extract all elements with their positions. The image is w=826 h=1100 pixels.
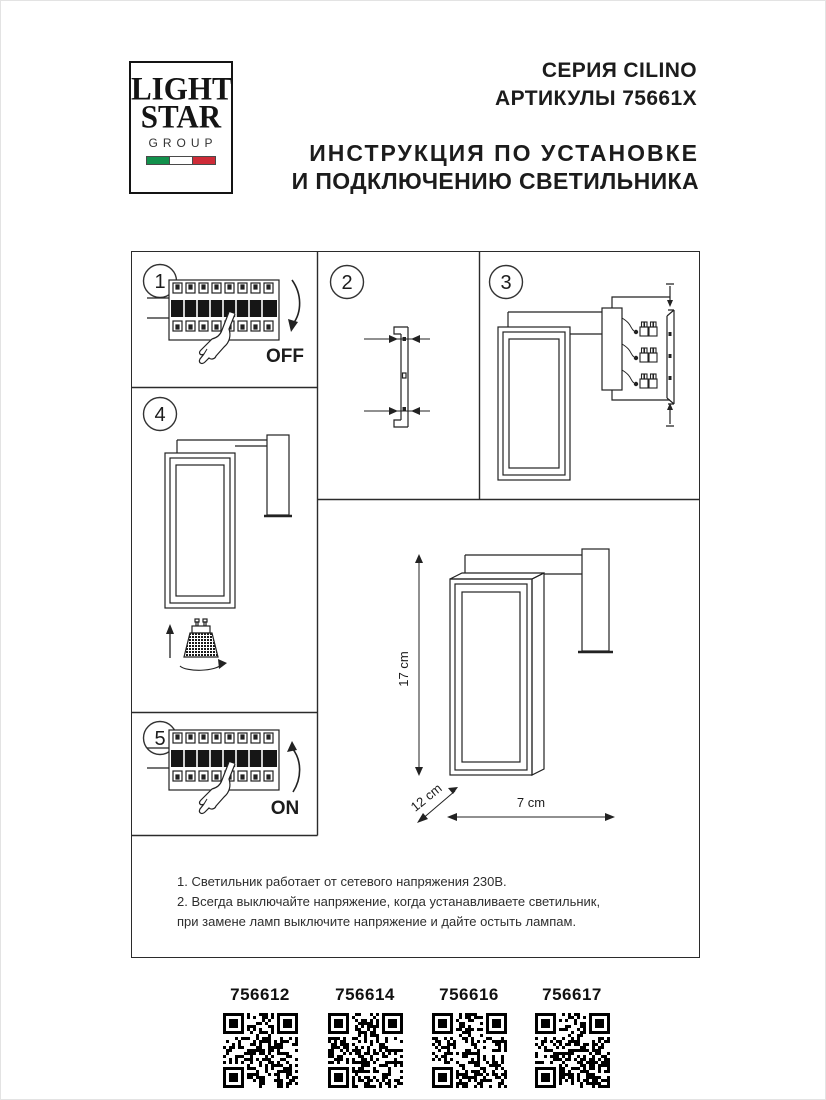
flag-green-stripe (147, 157, 170, 164)
on-label: ON (270, 798, 300, 819)
safety-notes (177, 872, 677, 932)
qr-code (223, 1013, 298, 1088)
step-3-wiring-drawing (498, 284, 674, 480)
header (495, 57, 697, 113)
logo-word-star: STAR (140, 98, 222, 135)
step-3-number: 3 (500, 272, 512, 294)
qr-item-756616 (427, 985, 511, 1093)
italian-flag-bar (146, 156, 216, 165)
instruction-title (292, 139, 699, 195)
height-dimension-label: 17 cm (396, 651, 411, 687)
series-title: СЕРИЯ CILINO (541, 59, 697, 82)
qr-code (328, 1013, 403, 1088)
depth-dimension-label: 12 cm (407, 780, 445, 815)
qr-article-number: 756616 (439, 985, 499, 1004)
step-5-number: 5 (154, 728, 166, 750)
flag-white-stripe (170, 157, 193, 164)
qr-article-number: 756612 (230, 985, 290, 1004)
logo-word-light: LIGHT (131, 70, 233, 107)
articles-title: АРТИКУЛЫ 75661X (495, 87, 697, 110)
qr-code (432, 1013, 507, 1088)
qr-item-756614 (323, 985, 407, 1093)
qr-article-number: 756617 (542, 985, 602, 1004)
dimension-drawing (415, 549, 615, 823)
instruction-title-line1: ИНСТРУКЦИЯ ПО УСТАНОВКЕ (309, 140, 699, 166)
width-dimension-label: 7 cm (516, 795, 546, 810)
qr-item-756612 (218, 985, 302, 1093)
note-line-1: 1. Светильник работает от сетевого напряжения 230В. (177, 874, 507, 889)
step-1-number: 1 (154, 271, 166, 293)
step-4-number: 4 (154, 404, 166, 426)
step-2-bracket-drawing (364, 327, 430, 427)
instruction-diagram (132, 252, 699, 957)
off-label: OFF (266, 346, 304, 367)
logo-word-group: GROUP (148, 136, 218, 150)
instruction-diagram-box (131, 251, 700, 958)
note-line-2: 2. Всегда выключайте напряжение, когда устанавливаете светильник, (177, 894, 601, 909)
step-4-lamp-bulb-drawing (165, 435, 292, 670)
lightstar-logo (129, 61, 233, 194)
step-2-number: 2 (341, 272, 353, 294)
qr-item-756617 (530, 985, 614, 1093)
instruction-title-line2: И ПОДКЛЮЧЕНИЮ СВЕТИЛЬНИКА (291, 168, 699, 194)
flag-red-stripe (193, 157, 215, 164)
note-line-3: при замене ламп выключите напряжение и дайте остыть лампам. (177, 914, 577, 929)
qr-article-number: 756614 (335, 985, 395, 1004)
qr-code (535, 1013, 610, 1088)
